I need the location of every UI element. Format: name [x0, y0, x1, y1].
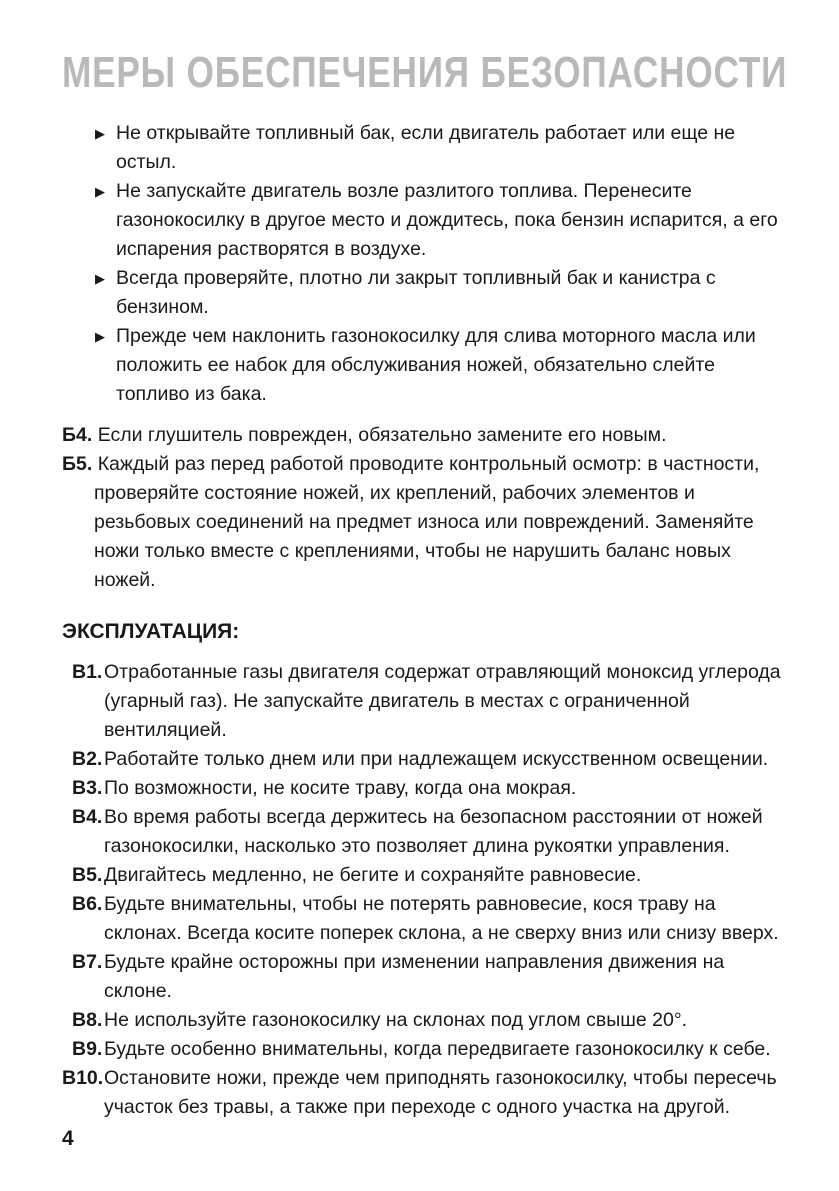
content	[62, 119, 782, 1122]
rule-v5	[62, 861, 782, 890]
rule-text: Будьте внимательны, чтобы не потерять равновесие, кося траву на склонах. Всегда косите поперек склона, а не сверху вниз или снизу вверх.	[104, 893, 779, 944]
page-number: 4	[62, 1127, 74, 1150]
triangle-bullet-icon: ▶	[95, 271, 105, 286]
rule-text: Будьте крайне осторожны при изменении направления движения на склоне.	[104, 951, 725, 1002]
list-item	[62, 177, 782, 264]
rule-text: Отработанные газы двигателя содержат отравляющий моноксид углерода (угарный газ). Не запускайте двигатель в местах с ограниченной вентиляцией.	[104, 661, 781, 741]
rule-label: В2.	[72, 748, 103, 770]
rule-label: Б4.	[62, 424, 93, 446]
rule-v9	[62, 1035, 782, 1064]
triangle-bullet-icon: ▶	[95, 126, 105, 141]
bullet-text: Не открывайте топливный бак, если двигатель работает или еще не остыл.	[116, 122, 736, 173]
rule-text: Остановите ножи, прежде чем приподнять газонокосилку, чтобы пересечь участок без травы, а также при переходе с одного участка на другой.	[104, 1067, 777, 1118]
rule-label: Б5.	[62, 453, 93, 475]
rule-text: Если глушитель поврежден, обязательно замените его новым.	[97, 424, 667, 446]
list-item	[62, 119, 782, 177]
page-title: МЕРЫ ОБЕСПЕЧЕНИЯ БЕЗОПАСНОСТИ	[62, 48, 788, 97]
triangle-bullet-icon: ▶	[95, 329, 105, 344]
rule-text: Каждый раз перед работой проводите контрольный осмотр: в частности, проверяйте состояние ножей, их креплений, рабочих элементов и резьбовых соединений на предмет износа или повреждений. Заменяйте ножи только вместе с креплениями, чтобы не нарушить баланс новых ножей.	[94, 453, 760, 591]
rule-v3	[62, 774, 782, 803]
bullet-text: Прежде чем наклонить газонокосилку для слива моторного масла или положить ее набок для обслуживания ножей, обязательно слейте топливо из бака.	[116, 325, 756, 405]
rule-label: В7.	[72, 951, 103, 973]
rule-label: В5.	[72, 864, 103, 886]
rule-text: Двигайтесь медленно, не бегите и сохраняйте равновесие.	[104, 864, 642, 886]
rule-v8	[62, 1006, 782, 1035]
rule-b4	[62, 421, 782, 450]
rule-label: В10.	[62, 1067, 104, 1089]
rule-label: В6.	[72, 893, 103, 915]
rule-v4	[62, 803, 782, 861]
bullet-list	[62, 119, 782, 409]
rule-label: В9.	[72, 1038, 103, 1060]
triangle-bullet-icon: ▶	[95, 184, 105, 199]
rule-text: Работайте только днем или при надлежащем искусственном освещении.	[104, 748, 769, 770]
bullet-text: Всегда проверяйте, плотно ли закрыт топливный бак и канистра с бензином.	[116, 267, 716, 318]
rule-label: В8.	[72, 1009, 103, 1031]
rule-v2	[62, 745, 782, 774]
rule-v6	[62, 890, 782, 948]
list-item	[62, 264, 782, 322]
rule-text: Будьте особенно внимательны, когда передвигаете газонокосилку к себе.	[104, 1038, 771, 1060]
rule-v10	[62, 1064, 782, 1122]
bullet-text: Не запускайте двигатель возле разлитого топлива. Перенесите газонокосилку в другое место и дождитесь, пока бензин испарится, а его испарения растворятся в воздухе.	[116, 180, 778, 260]
list-item	[62, 322, 782, 409]
rule-text: Не используйте газонокосилку на склонах под углом свыше 20°.	[104, 1009, 688, 1031]
rule-label: В1.	[72, 661, 103, 683]
rule-label: В3.	[72, 777, 103, 799]
section-heading: ЭКСПЛУАТАЦИЯ:	[62, 620, 240, 643]
rule-v7	[62, 948, 782, 1006]
rule-b5	[62, 450, 782, 595]
rule-text: Во время работы всегда держитесь на безопасном расстоянии от ножей газонокосилки, насколько это позволяет длина рукоятки управления.	[104, 806, 763, 857]
rule-label: В4.	[72, 806, 103, 828]
rule-text: По возможности, не косите траву, когда она мокрая.	[104, 777, 577, 799]
rule-v1	[62, 658, 782, 745]
